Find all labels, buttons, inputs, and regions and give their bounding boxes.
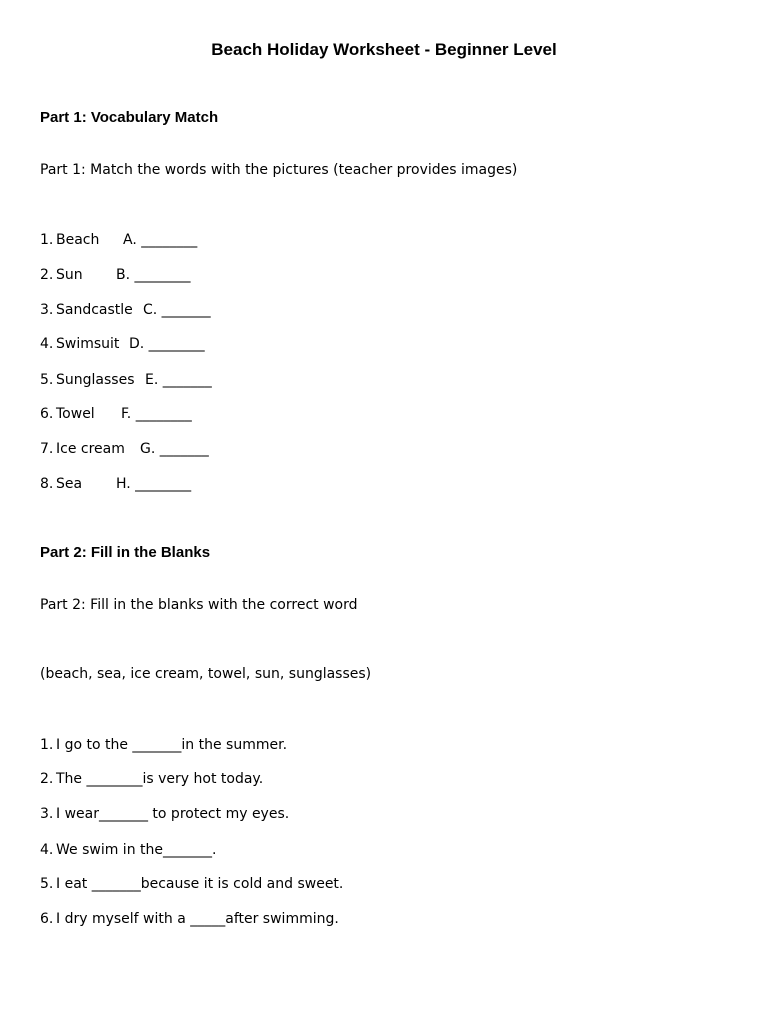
sentence-item [40,841,216,859]
item-number: 8. [40,476,54,492]
part1-heading: Part 1: Vocabulary Match [40,109,219,126]
vocab-item [40,440,209,458]
item-number: 3. [40,302,54,318]
part2-instruction: Part 2: Fill in the blanks with the correct word [40,597,358,613]
sentence-item [40,736,287,754]
vocab-word: Swimsuit [56,336,120,352]
answer-blank: D. ________ [129,336,205,352]
vocab-word: Ice cream [56,441,125,457]
vocab-item [40,301,211,319]
sentence-item [40,770,263,788]
vocab-word: Sandcastle [56,302,133,318]
item-number: 2. [40,267,54,283]
item-number: 2. [40,771,54,787]
sentence-text: I wear_______ to protect my eyes. [56,806,290,822]
item-number: 6. [40,911,54,927]
item-number: 1. [40,737,54,753]
item-number: 3. [40,806,54,822]
answer-blank: B. ________ [116,267,191,283]
vocab-word: Beach [56,232,100,248]
vocab-word: Towel [56,406,95,422]
item-number: 7. [40,441,54,457]
vocab-word: Sunglasses [56,372,135,388]
item-number: 5. [40,372,54,388]
answer-blank: E. _______ [145,372,212,388]
sentence-text: The ________is very hot today. [56,771,264,787]
sentence-text: I eat _______because it is cold and sweet. [56,876,344,892]
item-number: 4. [40,842,54,858]
item-number: 6. [40,406,54,422]
part1-instruction: Part 1: Match the words with the pictures (teacher provides images) [40,162,518,178]
answer-blank: C. _______ [143,302,211,318]
item-number: 5. [40,876,54,892]
sentence-item [40,875,343,893]
item-number: 4. [40,336,54,352]
page-title: Beach Holiday Worksheet - Beginner Level [211,40,557,59]
sentence-item [40,805,289,823]
answer-blank: A. ________ [123,232,198,248]
vocab-item [40,475,191,493]
vocab-item [40,371,212,389]
sentence-item [40,910,339,928]
answer-blank: H. ________ [116,476,192,492]
vocab-item [40,335,205,353]
vocab-item [40,231,197,249]
vocab-word: Sun [56,267,83,283]
sentence-text: I dry myself with a _____after swimming. [56,911,339,927]
sentence-text: We swim in the_______. [56,842,217,858]
word-bank: (beach, sea, ice cream, towel, sun, sunglasses) [40,666,372,682]
vocab-word: Sea [56,476,83,492]
answer-blank: G. _______ [140,441,209,457]
vocab-item [40,266,191,284]
sentence-text: I go to the _______in the summer. [56,737,288,753]
part2-heading: Part 2: Fill in the Blanks [40,544,211,561]
item-number: 1. [40,232,54,248]
vocab-item [40,405,192,423]
answer-blank: F. ________ [121,406,192,422]
